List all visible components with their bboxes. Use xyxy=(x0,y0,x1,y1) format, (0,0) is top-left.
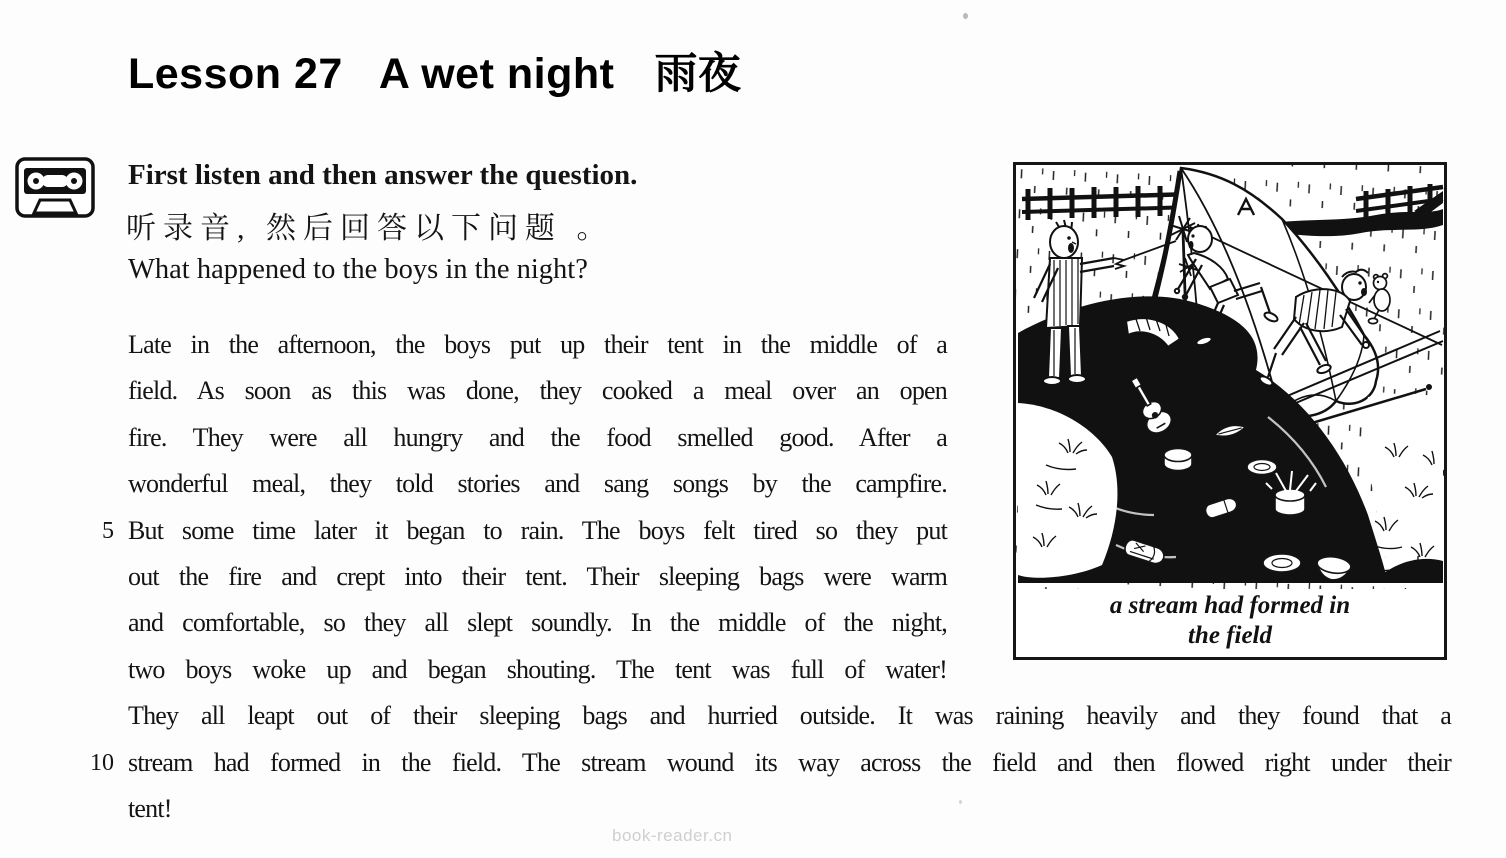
passage-line: 10 stream had formed in the field. The stream wound its way across the field and then flowed right under their xyxy=(128,740,1451,786)
drum xyxy=(1164,449,1192,471)
scan-speck xyxy=(959,800,962,804)
caption-line-2: the field xyxy=(1187,622,1272,649)
passage-line: two boys woke up and began shouting. The tent was full of water! xyxy=(128,654,947,684)
lesson-title-en: A wet night xyxy=(378,50,615,98)
lesson-title-zh: 雨夜 xyxy=(654,50,742,98)
passage-line: They all leapt out of their sleeping bags and hurried outside. It was raining heavily and they found that a xyxy=(128,701,1451,731)
passage-line: out the fire and crept into their tent. Their sleeping bags were warm xyxy=(128,561,947,591)
margin-line-number: 10 xyxy=(90,749,114,776)
scan-speck xyxy=(963,13,968,19)
watermark: book-reader.cn xyxy=(612,826,733,845)
margin-line-number: 5 xyxy=(102,517,114,544)
listening-instruction-zh: 听录音, 然后回答以下问题 。 xyxy=(126,212,614,245)
passage-line: and comfortable, so they all slept soundly. In the middle of the night, xyxy=(128,608,947,638)
story-illustration xyxy=(1013,162,1447,660)
passage-line: 5 But some time later it began to rain. The boys felt tired so they put xyxy=(128,508,1451,554)
listening-instruction-en: First listen and then answer the question. xyxy=(128,159,638,191)
page-title xyxy=(128,40,741,101)
passage-line: tent! xyxy=(128,793,172,823)
caption-line-1: a stream had formed in xyxy=(1109,592,1351,619)
passage-line: field. As soon as this was done, they cooked a meal over an open xyxy=(128,376,947,406)
plate-small xyxy=(1247,460,1277,475)
plate-large xyxy=(1263,554,1301,572)
cassette-tape-icon xyxy=(14,156,96,228)
passage-line: Late in the afternoon, the boys put up their tent in the middle of a xyxy=(128,330,947,359)
passage-line: fire. They were all hungry and the food smelled good. After a xyxy=(128,422,947,452)
illustration-caption xyxy=(1016,589,1444,653)
passage-line: wonderful meal, they told stories and sang songs by the campfire. xyxy=(128,469,947,499)
comprehension-question: What happened to the boys in the night? xyxy=(128,254,588,285)
lesson-number: Lesson 27 xyxy=(128,50,343,98)
